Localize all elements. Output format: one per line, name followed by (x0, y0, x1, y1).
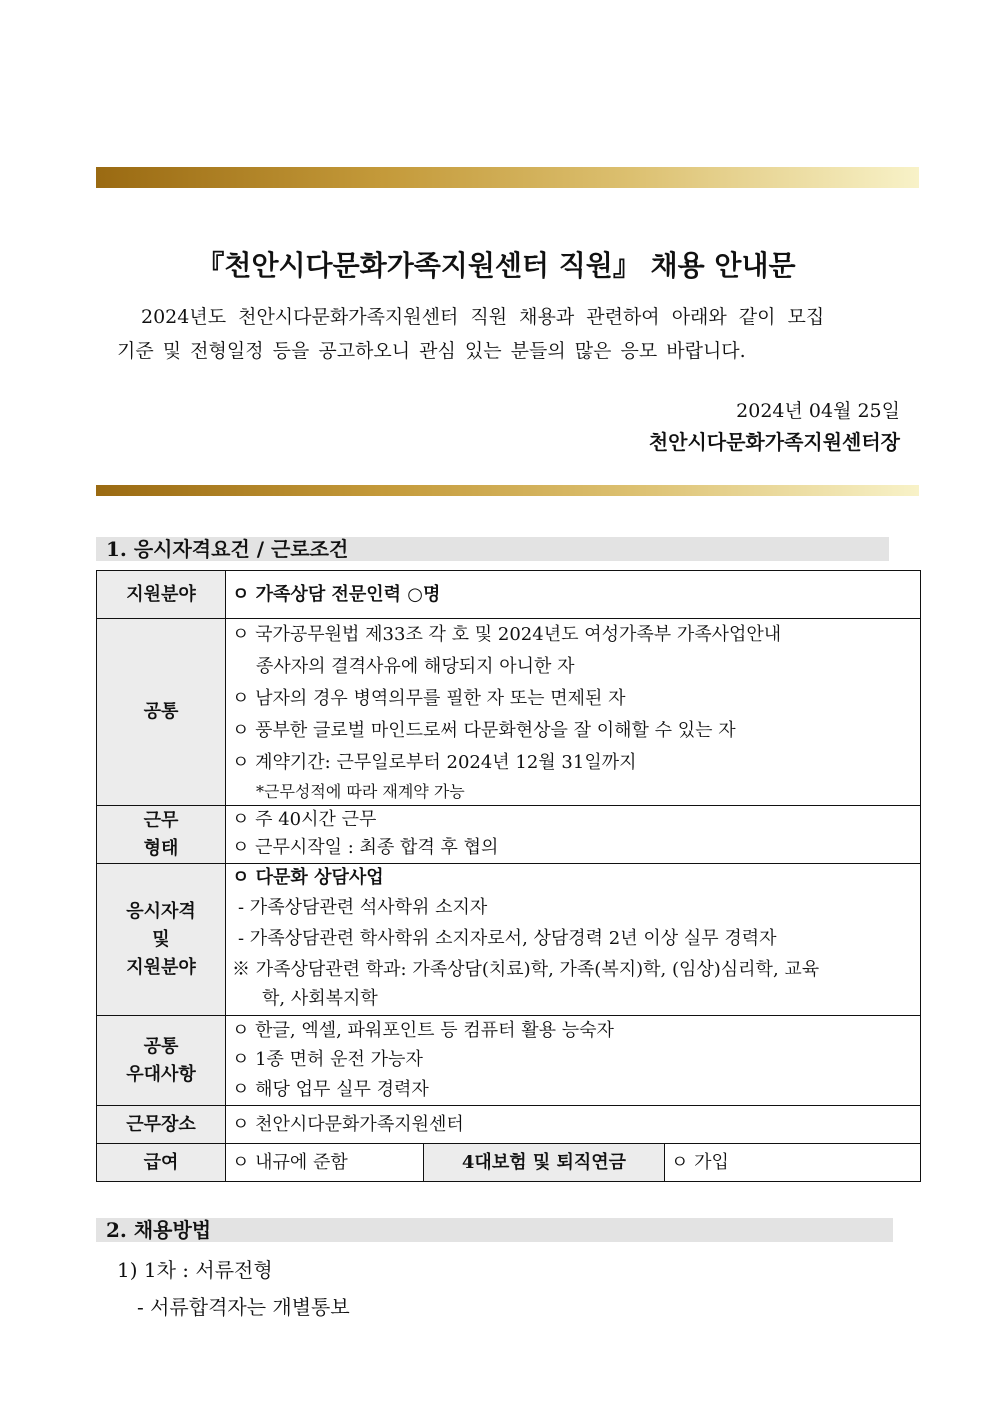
label-preference (97, 1016, 226, 1106)
value-qualification (226, 864, 921, 1016)
row-common (97, 619, 921, 806)
common-line-2: 종사자의 결격사유에 해당되지 아니한 자 (256, 656, 575, 677)
worktype-line-2: ㅇ 근무시작일 : 최종 합격 후 협의 (232, 837, 499, 858)
common-line-5: ㅇ 계약기간: 근무일로부터 2024년 12월 31일까지 (232, 752, 637, 773)
qualification-label-2: 및 (152, 928, 170, 950)
label-salary: 급여 (97, 1144, 226, 1182)
worktype-label-2: 형태 (143, 837, 179, 859)
intro-paragraph (117, 300, 902, 368)
salary-value-text: ㅇ 내규에 준함 (232, 1151, 348, 1173)
intro-line-1: 2024년도 천안시다문화가족지원센터 직원 채용과 관련하여 아래와 같이 모집 (141, 306, 825, 328)
label-common: 공통 (97, 619, 226, 806)
method-step-1-note: - 서류합격자는 개별통보 (137, 1295, 350, 1319)
value-common (226, 619, 921, 806)
requirements-table (96, 570, 921, 1182)
label-field: 지원분야 (97, 571, 226, 619)
label-workplace: 근무장소 (97, 1106, 226, 1144)
preference-line-1: ㅇ 한글, 엑셀, 파워포인트 등 컴퓨터 활용 능숙자 (232, 1020, 614, 1041)
section1-heading: 1. 응시자격요건 / 근로조건 (96, 537, 889, 561)
worktype-line-1: ㅇ 주 40시간 근무 (232, 809, 377, 830)
common-line-4: ㅇ 풍부한 글로벌 마인드로써 다문화현상을 잘 이해할 수 있는 자 (232, 720, 736, 741)
preference-line-3: ㅇ 해당 업무 실무 경력자 (232, 1079, 429, 1100)
workplace-value-text: ㅇ 천안시다문화가족지원센터 (232, 1113, 464, 1135)
qualification-line-1: ㅇ 다문화 상담사업 (232, 867, 384, 888)
section2-heading: 2. 채용방법 (96, 1218, 893, 1242)
method-step-1: 1) 1차 : 서류전형 (117, 1258, 273, 1282)
qualification-line-2: - 가족상담관련 석사학위 소지자 (238, 897, 488, 918)
value-salary (226, 1144, 424, 1182)
qualification-line-5: 학, 사회복지학 (262, 988, 378, 1009)
page-title: 『천안시다문화가족지원센터 직원』 채용 안내문 (196, 249, 796, 282)
row-salary (97, 1144, 921, 1182)
insurance-value-text: ㅇ 가입 (671, 1151, 729, 1173)
value-field (226, 571, 921, 619)
row-qualification (97, 864, 921, 1016)
qualification-line-3: - 가족상담관련 학사학위 소지자로서, 상담경력 2년 이상 실무 경력자 (238, 928, 777, 949)
announcement-date: 2024년 04월 25일 (736, 400, 900, 422)
row-workplace (97, 1106, 921, 1144)
field-value-text: ㅇ 가족상담 전문인력 ○명 (232, 583, 441, 605)
label-insurance: 4대보험 및 퇴직연금 (424, 1144, 665, 1182)
qualification-line-4: ※ 가족상담관련 학과: 가족상담(치료)학, 가족(복지)학, (임상)심리학, 교육 (232, 959, 820, 980)
row-preference (97, 1016, 921, 1106)
worktype-label-1: 근무 (143, 809, 179, 831)
issuer-name: 천안시다문화가족지원센터장 (648, 430, 900, 454)
common-line-1: ㅇ 국가공무원법 제33조 각 호 및 2024년도 여성가족부 가족사업안내 (232, 624, 782, 645)
intro-line-2: 기준 및 전형일정 등을 공고하오니 관심 있는 분들의 많은 응모 바랍니다. (117, 340, 746, 362)
value-workplace (226, 1106, 921, 1144)
value-preference (226, 1016, 921, 1106)
preference-label-1: 공통 (143, 1035, 179, 1057)
value-insurance (665, 1144, 921, 1182)
row-worktype (97, 806, 921, 864)
label-qualification (97, 864, 226, 1016)
common-line-3: ㅇ 남자의 경우 병역의무를 필한 자 또는 면제된 자 (232, 688, 626, 709)
bottom-gold-bar (96, 485, 919, 496)
row-field (97, 571, 921, 619)
preference-line-2: ㅇ 1종 면허 운전 가능자 (232, 1049, 423, 1070)
value-worktype (226, 806, 921, 864)
top-gold-bar (96, 167, 919, 188)
preference-label-2: 우대사항 (126, 1063, 196, 1085)
label-worktype (97, 806, 226, 864)
qualification-label-3: 지원분야 (126, 956, 196, 978)
common-line-6: *근무성적에 따라 재계약 가능 (256, 782, 465, 801)
qualification-label-1: 응시자격 (126, 900, 196, 922)
